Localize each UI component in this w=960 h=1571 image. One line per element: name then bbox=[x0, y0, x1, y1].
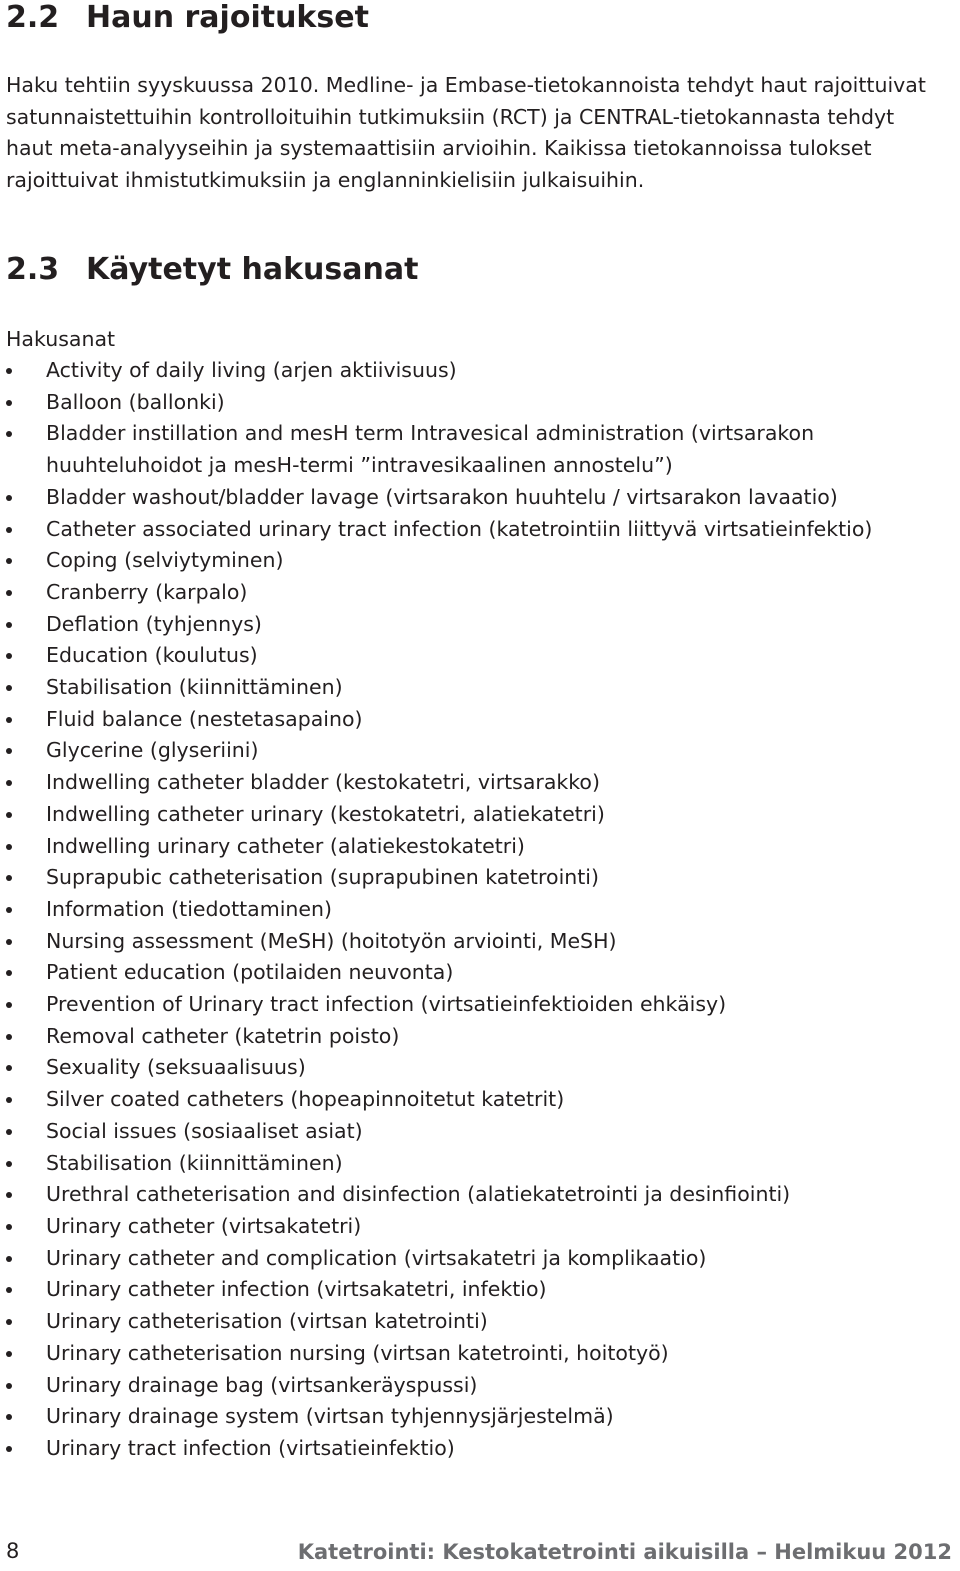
keyword-text: Indwelling catheter urinary (kestokatetri, alatiekatetri) bbox=[46, 801, 605, 826]
bullet-icon bbox=[6, 1065, 12, 1071]
keyword-text: Catheter associated urinary tract infection (katetrointiin liittyvä virtsatieinfektio) bbox=[46, 516, 873, 541]
bullet-icon bbox=[6, 400, 12, 406]
keyword-text: Patient education (potilaiden neuvonta) bbox=[46, 960, 454, 985]
list-item bbox=[0, 831, 940, 863]
keyword-text: Fluid balance (nestetasapaino) bbox=[46, 706, 363, 731]
list-item bbox=[0, 1179, 940, 1211]
section-heading-2-3 bbox=[6, 252, 418, 288]
keyword-text: Deflation (tyhjennys) bbox=[46, 611, 262, 636]
keyword-text: Urinary tract infection (virtsatieinfektio) bbox=[46, 1435, 455, 1460]
list-item bbox=[0, 640, 940, 672]
list-item bbox=[0, 387, 940, 419]
bullet-icon bbox=[6, 748, 12, 754]
keyword-text: Silver coated catheters (hopeapinnoitetut katetrit) bbox=[46, 1087, 565, 1112]
keyword-text: Urinary drainage bag (virtsankeräyspussi) bbox=[46, 1372, 478, 1397]
list-item bbox=[0, 609, 940, 641]
bullet-icon bbox=[6, 844, 12, 850]
section-number: 2.3 bbox=[6, 252, 60, 287]
bullet-icon bbox=[6, 653, 12, 659]
list-item bbox=[0, 1211, 940, 1243]
keyword-text: Coping (selviytyminen) bbox=[46, 548, 284, 573]
bullet-icon bbox=[6, 875, 12, 881]
list-item bbox=[0, 1021, 940, 1053]
bullet-icon bbox=[6, 1002, 12, 1008]
bullet-icon bbox=[6, 1256, 12, 1262]
keywords-intro: Hakusanat bbox=[6, 327, 116, 351]
list-item bbox=[0, 1084, 940, 1116]
keyword-text: Sexuality (seksuaalisuus) bbox=[46, 1055, 306, 1080]
keyword-text: Bladder washout/bladder lavage (virtsarakon huuhtelu / virtsarakon lavaatio) bbox=[46, 484, 838, 509]
bullet-icon bbox=[6, 1224, 12, 1230]
keyword-text: Bladder instillation and mesH term Intravesical administration (virtsarakon huuhteluhoidot ja mesH-termi ”intravesikaalinen annostelu”) bbox=[46, 421, 815, 478]
bullet-icon bbox=[6, 939, 12, 945]
list-item bbox=[0, 355, 940, 387]
list-item bbox=[0, 577, 940, 609]
keyword-text: Stabilisation (kiinnittäminen) bbox=[46, 675, 343, 700]
bullet-icon bbox=[6, 1414, 12, 1420]
list-item bbox=[0, 1401, 940, 1433]
keyword-text: Activity of daily living (arjen aktiivisuus) bbox=[46, 358, 457, 382]
list-item bbox=[0, 1274, 940, 1306]
bullet-icon bbox=[6, 1129, 12, 1135]
bullet-icon bbox=[6, 495, 12, 501]
keyword-text: Indwelling urinary catheter (alatiekestokatetri) bbox=[46, 833, 525, 858]
list-item bbox=[0, 1370, 940, 1402]
section-heading-2-2 bbox=[6, 0, 369, 36]
bullet-icon bbox=[6, 368, 12, 374]
keyword-text: Indwelling catheter bladder (kestokatetri, virtsarakko) bbox=[46, 770, 600, 795]
bullet-icon bbox=[6, 1351, 12, 1357]
bullet-icon bbox=[6, 1034, 12, 1040]
keyword-text: Urinary catheterisation (virtsan katetrointi) bbox=[46, 1309, 488, 1334]
keyword-text: Urethral catheterisation and disinfection (alatiekatetrointi ja desinfiointi) bbox=[46, 1182, 791, 1207]
keyword-text: Prevention of Urinary tract infection (virtsatieinfektioiden ehkäisy) bbox=[46, 992, 727, 1017]
keyword-text: Cranberry (karpalo) bbox=[46, 579, 248, 604]
list-item bbox=[0, 735, 940, 767]
list-item bbox=[0, 1433, 940, 1465]
limitations-paragraph: Haku tehtiin syyskuussa 2010. Medline- ja Embase-tietokannoista tehdyt haut rajoittuivat satunnaistettuihin kontrolloituihin tutkimuksiin (RCT) ja CENTRAL-tietokannasta tehdyt haut meta-analyyseihin ja systemaattisiin arvioihin. Kaikissa tietokannoissa tulokset rajoittuivat ihmistutkimuksiin ja englanninkielisiin julkaisuihin. bbox=[6, 73, 926, 192]
keyword-list bbox=[0, 355, 940, 1465]
list-item bbox=[0, 1338, 940, 1370]
keyword-text: Urinary drainage system (virtsan tyhjennysjärjestelmä) bbox=[46, 1404, 614, 1429]
keyword-text: Urinary catheter (virtsakatetri) bbox=[46, 1213, 362, 1238]
bullet-icon bbox=[6, 1192, 12, 1198]
keyword-text: Removal catheter (katetrin poisto) bbox=[46, 1023, 400, 1048]
keyword-text: Urinary catheter infection (virtsakatetri, infektio) bbox=[46, 1277, 547, 1302]
list-item bbox=[0, 894, 940, 926]
bullet-icon bbox=[6, 527, 12, 533]
bullet-icon bbox=[6, 622, 12, 628]
list-item bbox=[0, 672, 940, 704]
section-title: Käytetyt hakusanat bbox=[86, 252, 419, 287]
keyword-text: Education (koulutus) bbox=[46, 643, 258, 668]
bullet-icon bbox=[6, 558, 12, 564]
bullet-icon bbox=[6, 1097, 12, 1103]
list-item bbox=[0, 957, 940, 989]
list-item bbox=[0, 545, 940, 577]
bullet-icon bbox=[6, 1446, 12, 1452]
bullet-icon bbox=[6, 590, 12, 596]
bullet-icon bbox=[6, 780, 12, 786]
bullet-icon bbox=[6, 431, 12, 437]
section-number: 2.2 bbox=[6, 0, 60, 35]
list-item bbox=[0, 1243, 940, 1275]
bullet-icon bbox=[6, 1161, 12, 1167]
bullet-icon bbox=[6, 1383, 12, 1389]
bullet-icon bbox=[6, 1319, 12, 1325]
keyword-text: Urinary catheter and complication (virtsakatetri ja komplikaatio) bbox=[46, 1245, 707, 1270]
bullet-icon bbox=[6, 812, 12, 818]
keyword-text: Nursing assessment (MeSH) (hoitotyön arviointi, MeSH) bbox=[46, 928, 617, 953]
list-item bbox=[0, 1306, 940, 1338]
keyword-text: Glycerine (glyseriini) bbox=[46, 738, 259, 763]
list-item bbox=[0, 482, 940, 514]
list-item bbox=[0, 799, 940, 831]
list-item bbox=[0, 704, 940, 736]
list-item bbox=[0, 514, 940, 546]
section-title: Haun rajoitukset bbox=[86, 0, 369, 35]
list-item bbox=[0, 1116, 940, 1148]
bullet-icon bbox=[6, 717, 12, 723]
page-number: 8 bbox=[6, 1539, 20, 1563]
list-item bbox=[0, 989, 940, 1021]
keyword-text: Urinary catheterisation nursing (virtsan katetrointi, hoitotyö) bbox=[46, 1340, 669, 1365]
list-item bbox=[0, 1052, 940, 1084]
bullet-icon bbox=[6, 970, 12, 976]
bullet-icon bbox=[6, 907, 12, 913]
list-item bbox=[0, 1148, 940, 1180]
publication-title: Katetrointi: Kestokatetrointi aikuisilla – Helmikuu 2012 bbox=[297, 1540, 952, 1564]
keyword-text: Balloon (ballonki) bbox=[46, 389, 225, 414]
list-item bbox=[0, 926, 940, 958]
bullet-icon bbox=[6, 685, 12, 691]
keyword-text: Social issues (sosiaaliset asiat) bbox=[46, 1118, 363, 1143]
list-item bbox=[0, 767, 940, 799]
keyword-text: Information (tiedottaminen) bbox=[46, 896, 332, 921]
list-item bbox=[0, 418, 940, 481]
keyword-text: Stabilisation (kiinnittäminen) bbox=[46, 1150, 343, 1175]
list-item bbox=[0, 862, 940, 894]
bullet-icon bbox=[6, 1287, 12, 1293]
keyword-text: Suprapubic catheterisation (suprapubinen katetrointi) bbox=[46, 865, 599, 890]
